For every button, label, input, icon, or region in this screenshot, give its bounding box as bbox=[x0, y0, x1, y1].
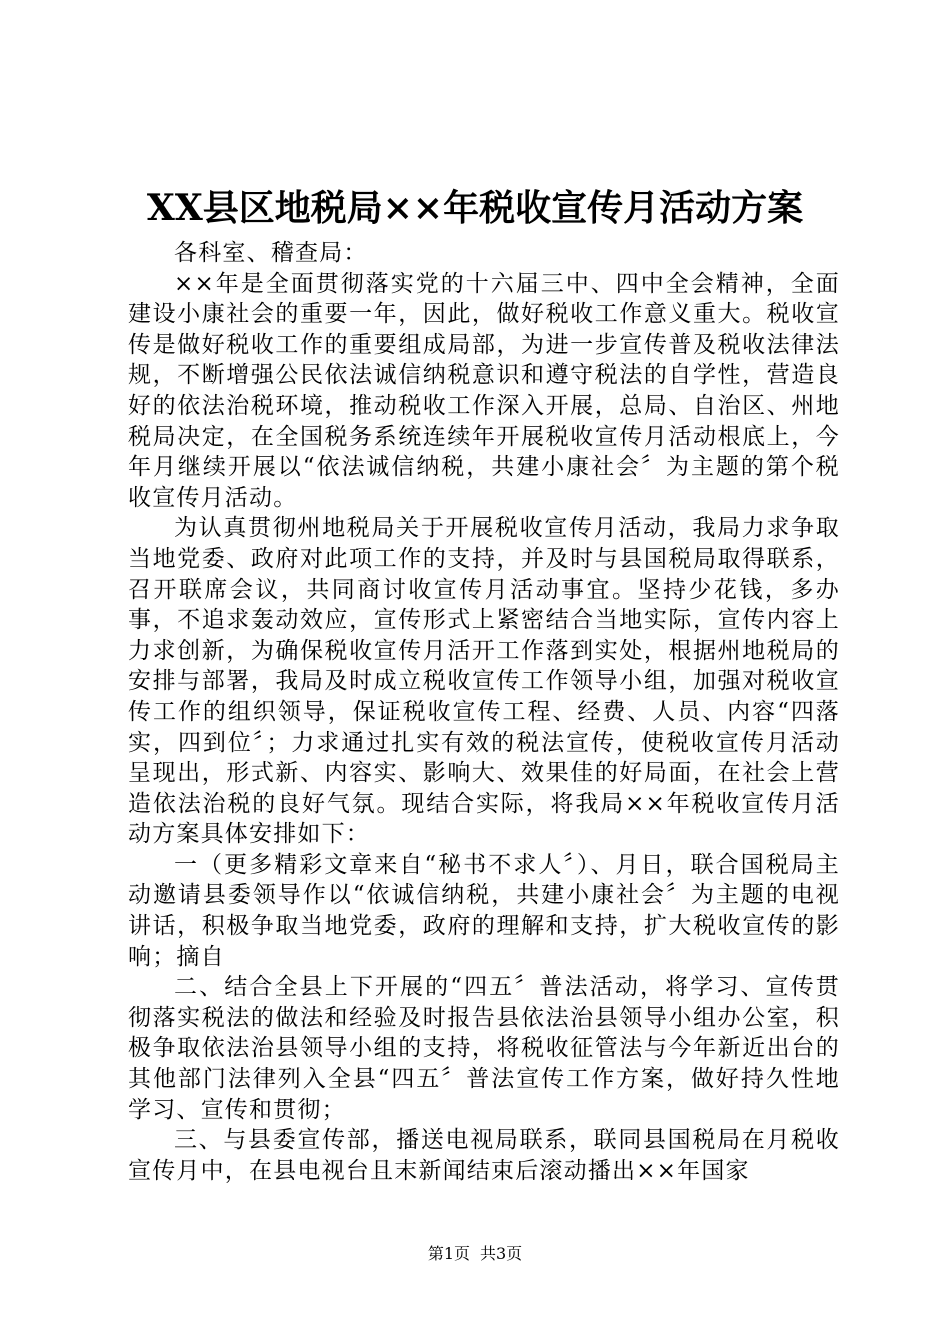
page-number: 第1页 bbox=[427, 1244, 470, 1263]
paragraph-3: 一（更多精彩文章来自“秘书不求人〞）、月日，联合国税局主动邀请县委领导作以“依诚信纳税，共建小康社会〞为主题的电视讲话，积极争取当地党委，政府的理解和支持，扩大税收宣传的影响；摘自 bbox=[128, 851, 840, 970]
paragraph-2: 为认真贯彻州地税局关于开展税收宣传月活动，我局力求争取当地党委、政府对此项工作的支持，并及时与县国税局取得联系，召开联席会议，共同商讨收宣传月活动事宜。坚持少花钱，多办事，不追求轰动效应，宣传形式上紧密结合当地实际，宣传内容上力求创新，为确保税收宣传月活开工作落到实处，根据州地税局的安排与部署，我局及时成立税收宣传工作领导小组，加强对税收宣传工作的组织领导，保证税收宣传工程、经费、人员、内容“四落实，四到位〞；力求通过扎实有效的税法宣传，使税收宣传月活动呈现出，形式新、内容实、影响大、效果佳的好局面，在社会上营造依法治税的良好气氛。现结合实际，将我局××年税收宣传月活动方案具体安排如下： bbox=[128, 515, 840, 848]
document-body bbox=[128, 238, 840, 1186]
paragraph-1: ××年是全面贯彻落实党的十六届三中、四中全会精神，全面建设小康社会的重要一年，因此，做好税收工作意义重大。税收宣传是做好税收工作的重要组成局部，为进一步宣传普及税收法律法规，不断增强公民依法诚信纳税意识和遵守税法的自学性，营造良好的依法治税环境，推动税收工作深入开展，总局、自治区、州地税局决定，在全国税务系统连续年开展税收宣传月活动根底上，今年月继续开展以“依法诚信纳税，共建小康社会〞为主题的第个税收宣传月活动。 bbox=[128, 270, 840, 511]
page-total: 共3页 bbox=[480, 1244, 523, 1263]
document-title: XX县区地税局××年税收宣传月活动方案 bbox=[146, 187, 804, 229]
paragraph-4: 二、结合全县上下开展的“四五〞普法活动，将学习、宣传贯彻落实税法的做法和经验及时报告县依法治县领导小组办公室，积极争取依法治县领导小组的支持，将税收征管法与今年新近出台的其他部门法律列入全县“四五〞普法宣传工作方案，做好持久性地学习、宣传和贯彻； bbox=[128, 974, 840, 1123]
page-footer bbox=[0, 1244, 950, 1264]
paragraph-5: 三、与县委宣传部，播送电视局联系，联同县国税局在月税收宣传月中，在县电视台且末新闻结束后滚动播出××年国家 bbox=[128, 1127, 840, 1184]
salutation: 各科室、稽查局： bbox=[174, 240, 368, 266]
